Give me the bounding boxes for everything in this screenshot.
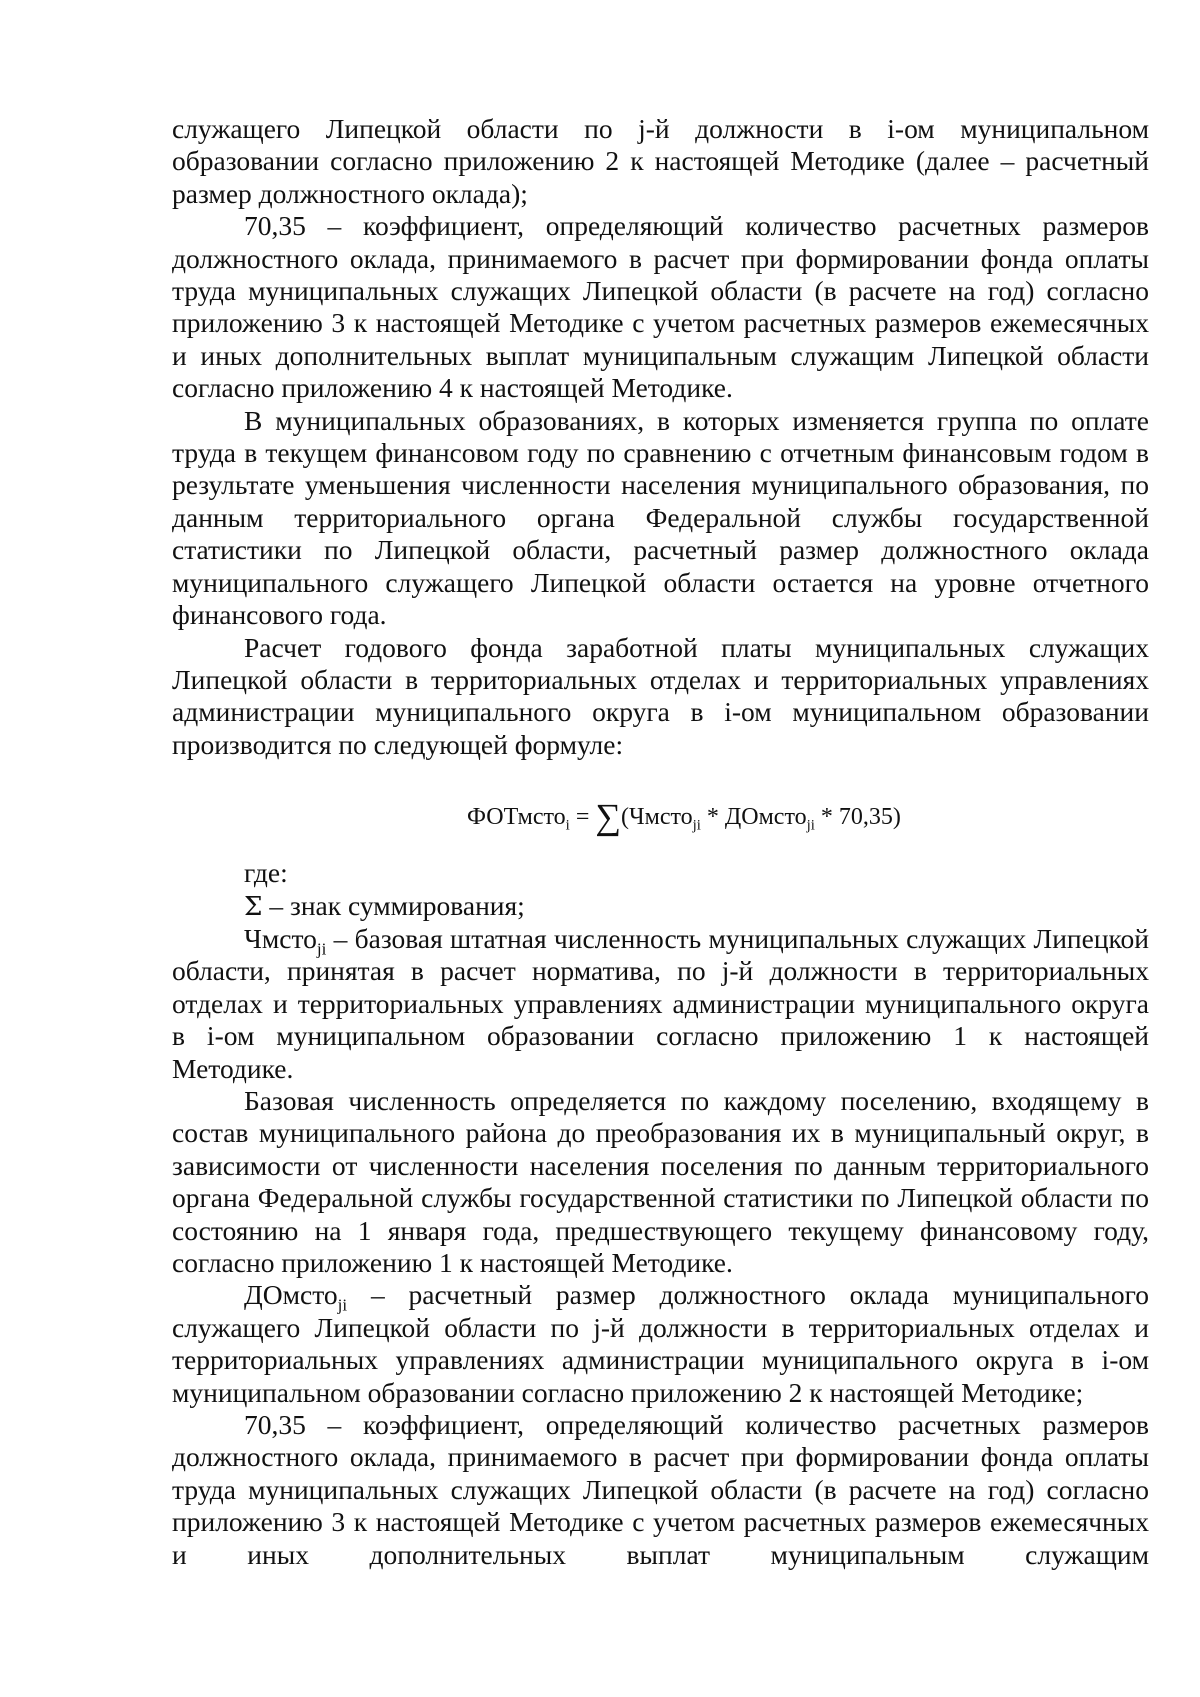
formula-term-1-subscript: ji: [692, 817, 701, 834]
formula-lhs: ФОТмсто: [467, 804, 566, 831]
formula-sum-symbol: ∑: [595, 796, 622, 837]
paragraph-continuation: служащего Липецкой области по j-й должности в i-ом муниципальном образовании согласно приложению 2 к настоящей Методике (далее – расчетный размер должностного оклада);: [172, 113, 1149, 209]
paragraph-coefficient-definition-2: 70,35 – коэффициент, определяющий количество расчетных размеров должностного оклада, принимаемого в расчет при формировании фонда оплаты труда муниципальных служащих Липецкой области (в расчете на год) согласно приложению 3 к настоящей Методике с учетом расчетных размеров ежемесячных и иных дополнительных выплат муниципальным служащим: [172, 1409, 1149, 1570]
formula-expression: [467, 796, 901, 837]
salary-term-subscript: ji: [337, 1295, 348, 1315]
formula-operator-2: *: [814, 804, 839, 831]
formula-block: [172, 761, 1149, 857]
formula-open-paren: (: [621, 804, 630, 831]
document-page: [172, 113, 1149, 1571]
formula-term-2: ДОмсто: [724, 804, 807, 831]
formula-lhs-subscript: i: [565, 817, 570, 834]
paragraph-base-number: Базовая численность определяется по каждому поселению, входящему в состав муниципального района до преобразования их в муниципальный округ, в зависимости от численности населения поселения по данным территориального органа Федеральной службы государственной статистики по Липецкой области по состоянию на 1 января года, предшествующего текущему финансовому году, согласно приложению 1 к настоящей Методике.: [172, 1084, 1149, 1278]
formula-close-paren: ): [892, 804, 901, 831]
paragraph-coefficient-definition: 70,35 – коэффициент, определяющий количество расчетных размеров должностного оклада, принимаемого в расчет при формировании фонда оплаты труда муниципальных служащих Липецкой области (в расчете на год) согласно приложению 3 к настоящей Методике с учетом расчетных размеров ежемесячных и иных дополнительных выплат муниципальным служащим Липецкой области согласно приложению 4 к настоящей Методике.: [172, 210, 1149, 404]
sigma-definition-text: – знак суммирования;: [262, 889, 525, 921]
formula-term-1: Чмсто: [629, 804, 693, 831]
salary-term: ДОмсто: [244, 1279, 338, 1311]
salary-definition-text: – расчетный размер должностного оклада муниципального служащего Липецкой области по j-й должности в территориальных отделах и территориальных управлениях администрации муниципального округа в i-ом муниципальном образовании согласно приложению 2 к настоящей Методике;: [172, 1279, 1149, 1408]
staff-number-definition-text: – базовая штатная численность муниципальных служащих Липецкой области, принятая в расчет норматива, по j-й должности в территориальных отделах и территориальных управлениях администрации муниципального округа в i-ом муниципальном образовании согласно приложению 1 к настоящей Методике.: [172, 922, 1149, 1084]
formula-operator-1: *: [700, 804, 725, 831]
paragraph-sigma-definition: [172, 890, 1149, 923]
paragraph-salary-definition: [172, 1279, 1149, 1409]
paragraph-where: где:: [244, 857, 288, 889]
formula-term-2-subscript: ji: [806, 817, 815, 834]
formula-coefficient: 70,35: [838, 804, 893, 831]
formula-equals: =: [569, 804, 596, 831]
sigma-symbol: Σ: [244, 891, 263, 922]
staff-number-term-subscript: ji: [316, 939, 327, 959]
paragraph-group-change: В муниципальных образованиях, в которых изменяется группа по оплате труда в текущем финансовом году по сравнению с отчетным финансовым годом в результате уменьшения численности населения муниципального образования, по данным территориального органа Федеральной службы государственной статистики по Липецкой области, расчетный размер должностного оклада муниципального служащего Липецкой области остается на уровне отчетного финансового года.: [172, 404, 1149, 631]
staff-number-term: Чмсто: [244, 922, 317, 954]
paragraph-staff-number-definition: [172, 923, 1149, 1085]
paragraph-formula-intro: Расчет годового фонда заработной платы муниципальных служащих Липецкой области в территориальных отделах и территориальных управлениях администрации муниципального округа в i-ом муниципальном образовании производится по следующей формуле:: [172, 631, 1149, 760]
